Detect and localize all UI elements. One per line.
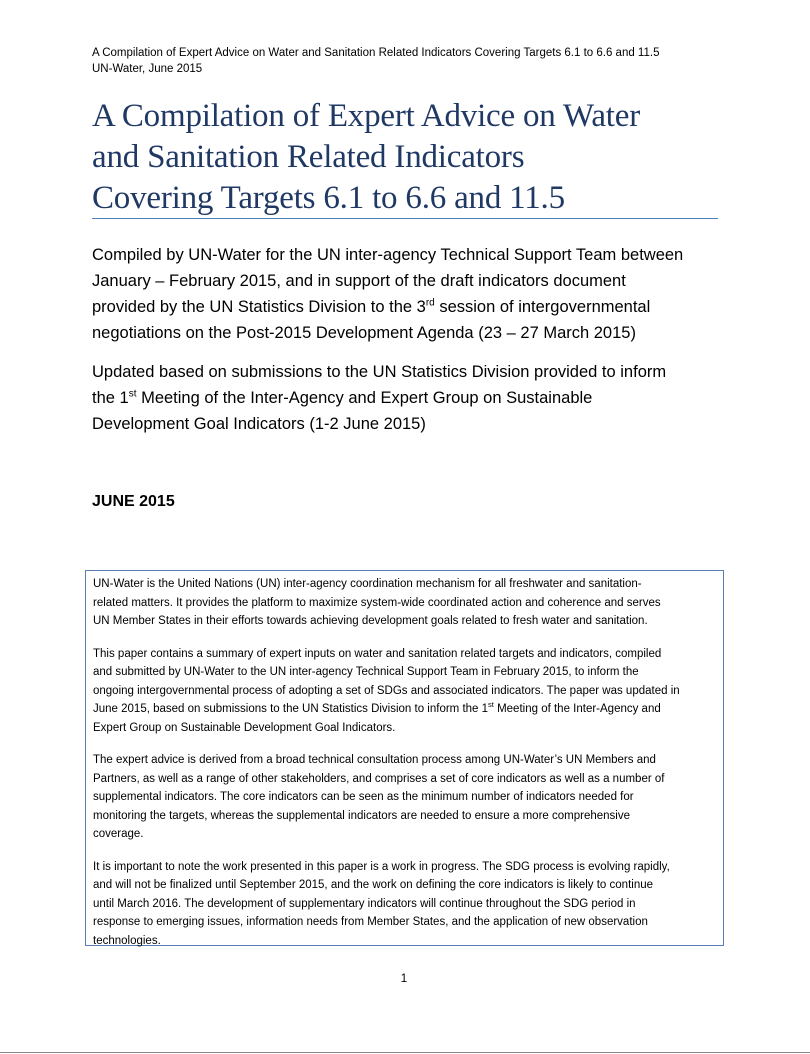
running-header	[92, 45, 659, 77]
title-line: Covering Targets 6.1 to 6.6 and 11.5	[92, 180, 565, 216]
page-number: 1	[400, 973, 408, 985]
summary-paragraph-expert-advice: The expert advice is derived from a broad technical consultation process among UN-Water’s UN Members and Partners, as well as a range of other stakeholders, and comprises a set of core indicators as well as a number of supplemental indicators. The core indicators can be seen as the minimum number of indicators needed for monitoring the targets, whereas the supplemental indicators are needed to ensure a more comprehensive coverage.	[93, 754, 665, 840]
title-line: and Sanitation Related Indicators	[92, 139, 525, 175]
summary-box	[85, 570, 724, 946]
subtitle-updated: Updated based on submissions to the UN Statistics Division provided to inform the 1st Meeting of the Inter-Agency and Expert Group on Sustainable Development Goal Indicators (1-2 June 2015)	[92, 363, 667, 433]
summary-paragraph-about: UN-Water is the United Nations (UN) inter-agency coordination mechanism for all freshwater and sanitation- related matters. It provides the platform to maximize system-wide coordinated action and coherence and serves UN Member States in their efforts towards achieving development goals related to fresh water and sanitation.	[93, 578, 661, 627]
publication-date: JUNE 2015	[92, 493, 175, 510]
summary-paragraph-contents: This paper contains a summary of expert inputs on water and sanitation related targets and indicators, compiled and submitted by UN-Water to the UN inter-agency Technical Support Team in February 2015, to inform the ongoing intergovernmental process of adopting a set of SDGs and associated indicators. The paper was updated in June 2015, based on submissions to the UN Statistics Division to inform the 1st Meeting of the Inter-Agency and Expert Group on Sustainable Development Goal Indicators.	[93, 647, 680, 734]
subtitle-compiled-by: Compiled by UN-Water for the UN inter-agency Technical Support Team between January – February 2015, and in support of the draft indicators document provided by the UN Statistics Division to the 3rd session of intergovernmental negotiations on the Post-2015 Development Agenda (23 – 27 March 2015)	[92, 246, 684, 342]
summary-paragraph-work-in-progress: It is important to note the work presented in this paper is a work in progress. The SDG process is evolving rapidly, and will not be finalized until September 2015, and the work on defining the core indicators is likely to continue until March 2016. The development of supplementary indicators will continue throughout the SDG period in response to emerging issues, information needs from Member States, and the application of new observation technologies.	[93, 860, 670, 947]
running-header-title: A Compilation of Expert Advice on Water and Sanitation Related Indicators Covering Targets 6.1 to 6.6 and 11.5	[92, 47, 660, 59]
running-header-org-date: UN-Water, June 2015	[92, 63, 203, 75]
page-bottom-edge	[0, 1052, 810, 1053]
title-line: A Compilation of Expert Advice on Water	[92, 98, 640, 134]
document-title	[92, 96, 716, 219]
title-underline-rule	[92, 218, 718, 219]
